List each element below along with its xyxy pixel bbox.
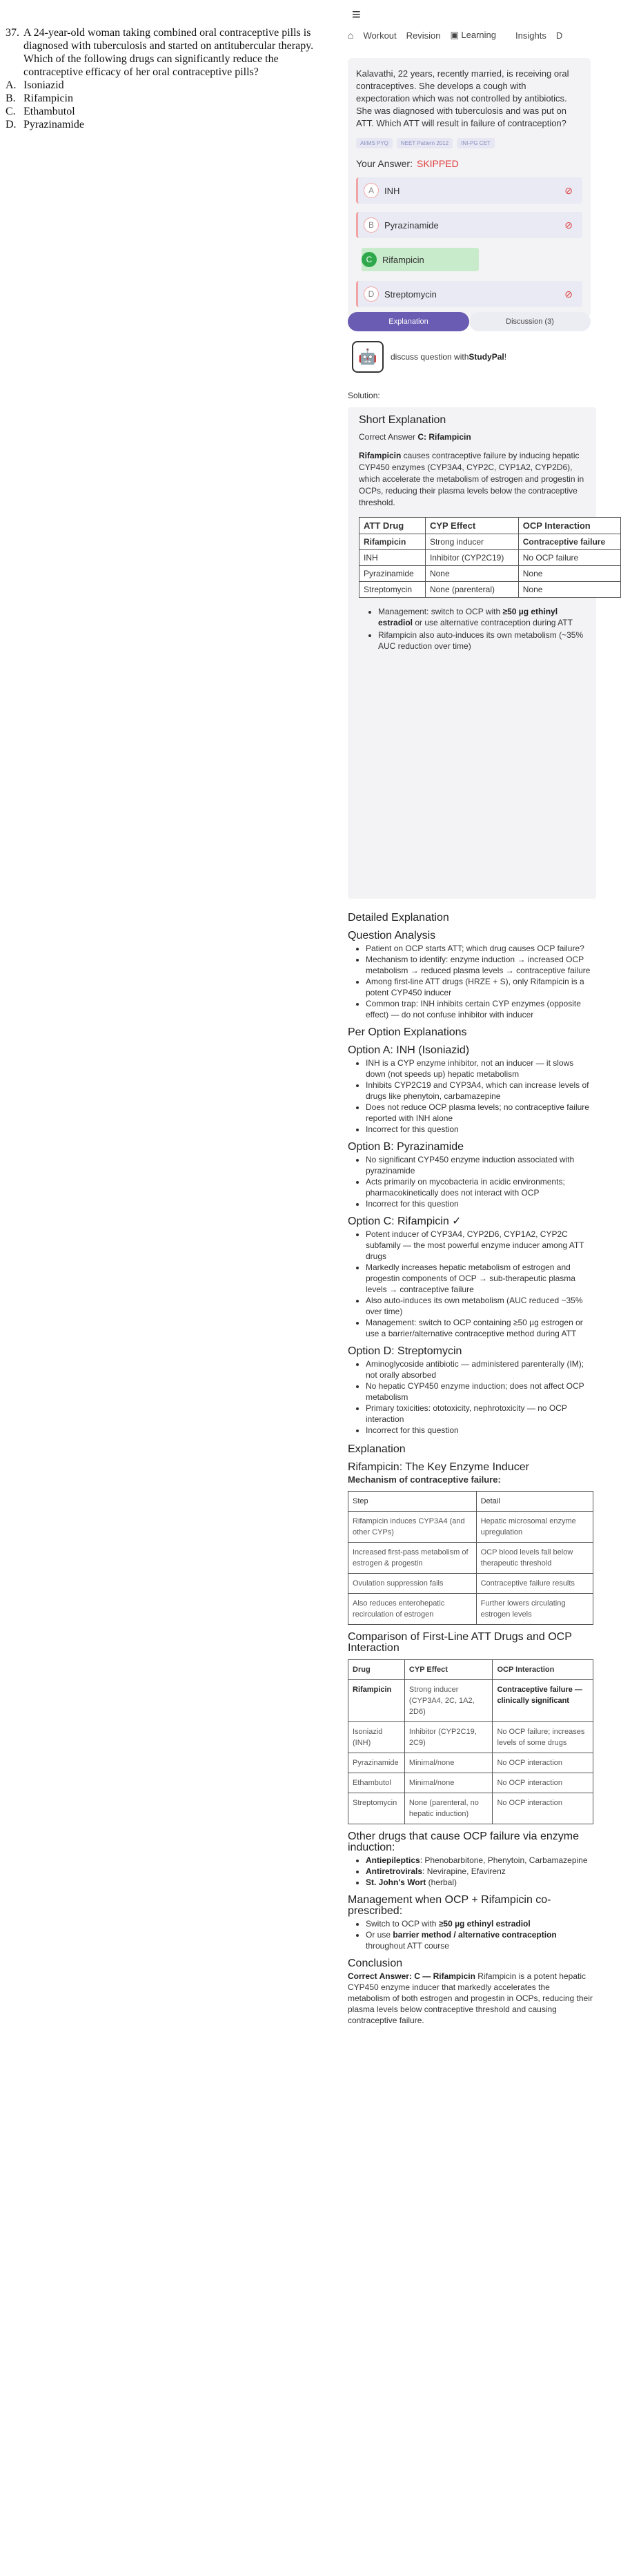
option-letter: A	[364, 183, 379, 198]
nav-insights[interactable]: Insights	[515, 30, 546, 41]
nav-workout[interactable]: Workout	[363, 30, 397, 41]
tab-discussion[interactable]: Discussion (3)	[469, 312, 591, 331]
table-header: CYP Effect	[404, 1660, 493, 1680]
list-item: • Primary toxicities: ototoxicity, nephrotoxicity — no OCP interaction	[366, 1403, 593, 1425]
table-header: Detail	[476, 1492, 593, 1512]
hamburger-icon[interactable]: ≡	[352, 6, 361, 23]
qa-heading: Question Analysis	[348, 930, 436, 941]
your-answer: Your Answer: SKIPPED	[356, 158, 459, 169]
list-item: • Patient on OCP starts ATT; which drug causes OCP failure?	[366, 943, 593, 954]
option-letter: D	[364, 286, 379, 302]
question-options	[6, 79, 338, 131]
app-panel	[342, 0, 606, 2576]
summary-paragraph: Rifampicin causes contraceptive failure by inducing hepatic CYP450 enzymes (CYP3A4, CYP2C, CYP1A2, CYP2D6), which accelerate the metabolism of estrogen and progestin in OCPs, reducing their plasma levels below the contraceptive threshold.	[359, 451, 584, 507]
enzyme-heading: Rifampicin: The Key Enzyme Inducer	[348, 1461, 529, 1473]
other-drugs-heading: Other drugs that cause OCP failure via enzyme induction:	[348, 1831, 579, 1853]
card-stem: Kalavathi, 22 years, recently married, is receiving oral contraceptives. She develops a cough with expectoration which was not controlled by antibiotics. She was diagnosed with tuberculosis and was put on ATT. Which ATT will result in failure of contraception?	[356, 68, 569, 128]
table-header: Drug	[348, 1660, 405, 1680]
list-item: • Potent inducer of CYP3A4, CYP2D6, CYP1A2, CYP2C subfamily — the most powerful enzyme inducer among ATT drugs	[366, 1229, 593, 1262]
list-item: • No significant CYP450 enzyme induction associated with pyrazinamide	[366, 1154, 593, 1176]
question-number: 37.	[6, 27, 19, 39]
table-row: Streptomycin None (parenteral) None	[359, 582, 621, 598]
list-item: • Switch to OCP with ≥50 µg ethinyl estradiol	[366, 1918, 593, 1929]
list-item: • St. John's Wort (herbal)	[366, 1877, 593, 1888]
table-row: Isoniazid (INH) Inhibitor (CYP2C19, 2C9) No OCP failure; increases levels of some drugs	[348, 1722, 593, 1753]
detailed-explanation	[348, 904, 593, 2026]
detailed-heading: Detailed Explanation	[348, 912, 449, 924]
table-row: Rifampicin Strong inducer (CYP3A4, 2C, 1A2, 2D6) Contraceptive failure — clinically significant	[348, 1680, 593, 1722]
option-label: Streptomycin	[384, 289, 437, 300]
studypal-link[interactable]: 🤖 discuss question with StudyPal !	[352, 341, 506, 373]
option-label: Rifampicin	[382, 254, 424, 265]
table-header: OCP Interaction	[518, 518, 620, 534]
short-explanation-heading: Short Explanation	[359, 414, 446, 426]
management-list	[348, 1918, 593, 1951]
option-b[interactable]	[356, 212, 582, 238]
table-row: Rifampicin Strong inducer Contraceptive failure	[359, 534, 621, 550]
mechanism-table	[348, 1491, 593, 1625]
table-row: Ovulation suppression fails Contraceptive failure results	[348, 1574, 593, 1594]
comparison-heading: Comparison of First-Line ATT Drugs and OCP Interaction	[348, 1631, 572, 1654]
list-item: • Common trap: INH inhibits certain CYP enzymes (opposite effect) — do not confuse inhibitor with inducer	[366, 998, 593, 1020]
nav-revision[interactable]: Revision	[406, 30, 441, 41]
table-row: Ethambutol Minimal/none No OCP interaction	[348, 1773, 593, 1793]
option-c[interactable]	[356, 246, 582, 273]
tab-explanation[interactable]: Explanation	[348, 312, 469, 331]
list-item: • Incorrect for this question	[366, 1425, 593, 1436]
list-item: • Incorrect for this question	[366, 1198, 593, 1209]
table-row: INH Inhibitor (CYP2C19) No OCP failure	[359, 550, 621, 566]
question-text: A 24-year-old woman taking combined oral contraceptive pills is diagnosed with tuberculosis and started on antitubercular therapy. Which of the following drugs can significantly reduce the contraceptive efficacy of her oral contraceptive pills?	[23, 27, 314, 78]
prohibited-icon: ⊘	[564, 288, 573, 300]
question-option: B. Rifampicin	[6, 92, 73, 104]
att-ocp-table	[359, 517, 621, 598]
table-header: ATT Drug	[359, 518, 426, 534]
list-item: • Or use barrier method / alternative contraception throughout ATT course	[366, 1929, 593, 1951]
prohibited-icon: ⊘	[564, 184, 573, 196]
list-item: • Acts primarily on mycobacteria in acidic environments; pharmacokinetically does not interact with OCP	[366, 1176, 593, 1198]
qa-list	[348, 943, 593, 1020]
option-d-list	[348, 1358, 593, 1436]
option-a[interactable]	[356, 177, 582, 204]
option-label: INH	[384, 185, 400, 196]
list-item: • Does not reduce OCP plasma levels; no contraceptive failure reported with INH alone	[366, 1102, 593, 1124]
list-item: • INH is a CYP enzyme inhibitor, not an inducer — it slows down (not speeds up) hepatic metabolism	[366, 1057, 593, 1080]
question-card	[348, 58, 591, 317]
option-label: Pyrazinamide	[384, 219, 439, 231]
tag: INI-PG CET	[457, 138, 495, 148]
question-option: A. Isoniazid	[6, 79, 64, 91]
other-drugs-list	[348, 1855, 593, 1888]
comparison-table	[348, 1659, 593, 1824]
conclusion-heading: Conclusion	[348, 1958, 403, 1969]
prohibited-icon: ⊘	[564, 219, 573, 231]
list-item: • Aminoglycoside antibiotic — administered parenterally (IM); not orally absorbed	[366, 1358, 593, 1380]
question-option: C. Ethambutol	[6, 106, 75, 117]
list-item: • Management: switch to OCP with ≥50 µg ethinyl estradiol or use alternative contraception during ATT	[378, 606, 591, 628]
table-header: CYP Effect	[425, 518, 518, 534]
option-b-heading: Option B: Pyrazinamide	[348, 1141, 464, 1153]
option-c-list	[348, 1229, 593, 1339]
list-item: • Incorrect for this question	[366, 1124, 593, 1135]
short-explanation-card	[348, 407, 606, 899]
table-row: Pyrazinamide None None	[359, 566, 621, 582]
list-item: • Markedly increases hepatic metabolism of estrogen and progestin components of OCP → sub-therapeutic plasma levels → contraceptive failure	[366, 1262, 593, 1295]
nav-learning[interactable]: ▣ Learning	[450, 30, 497, 40]
option-b-list	[348, 1154, 593, 1209]
answer-status: SKIPPED	[416, 158, 459, 169]
management-heading: Management when OCP + Rifampicin co-prescribed:	[348, 1894, 551, 1917]
table-row: Increased first-pass metabolism of estrogen & progestin OCP blood levels fall below therapeutic threshold	[348, 1543, 593, 1574]
summary-bullets	[359, 606, 591, 652]
tab-bar	[348, 312, 591, 331]
tag: NEET Pattern 2012	[397, 138, 453, 148]
question-stem	[6, 26, 338, 79]
table-header: Step	[348, 1492, 477, 1512]
option-letter: C	[362, 252, 377, 267]
table-row: Also reduces enterohepatic recirculation of estrogen Further lowers circulating estrogen levels	[348, 1594, 593, 1625]
tag: AIIMS PYQ	[356, 138, 393, 148]
option-d[interactable]	[356, 281, 582, 307]
list-item: • Antiepileptics: Phenobarbitone, Phenytoin, Carbamazepine	[366, 1855, 593, 1866]
conclusion-text: Correct Answer: C — Rifampicin Rifampicin is a potent hepatic CYP450 enzyme inducer that markedly accelerates the metabolism of both estrogen and progestin in OCPs, reducing their plasma levels below contraceptive threshold and causing contraceptive failure.	[348, 1971, 593, 2025]
list-item: • No hepatic CYP450 enzyme induction; does not affect OCP metabolism	[366, 1380, 593, 1403]
list-item: • Also auto-induces its own metabolism (AUC reduced ~35% over time)	[366, 1295, 593, 1317]
question-panel	[0, 0, 338, 131]
list-item: • Management: switch to OCP containing ≥50 µg estrogen or use a barrier/alternative contraceptive method during ATT	[366, 1317, 593, 1339]
home-icon[interactable]: ⌂	[348, 30, 354, 41]
list-item: • Antiretrovirals: Nevirapine, Efavirenz	[366, 1866, 593, 1877]
list-item: • Inhibits CYP2C19 and CYP3A4, which can increase levels of drugs like phenytoin, carbamazepine	[366, 1080, 593, 1102]
mechanism-label: Mechanism of contraceptive failure:	[348, 1474, 501, 1485]
table-header: OCP Interaction	[493, 1660, 593, 1680]
option-a-list	[348, 1057, 593, 1135]
option-letter: B	[364, 217, 379, 233]
list-item: • Mechanism to identify: enzyme induction → increased OCP metabolism → reduced plasma levels → contraceptive failure	[366, 954, 593, 976]
nav-more[interactable]: D	[555, 30, 563, 41]
option-c-heading: Option C: Rifampicin ✓	[348, 1216, 462, 1227]
table-row: Rifampicin induces CYP3A4 (and other CYPs) Hepatic microsomal enzyme upregulation	[348, 1512, 593, 1543]
list-item: • Rifampicin also auto-induces its own metabolism (~35% AUC reduction over time)	[378, 630, 591, 652]
top-nav	[348, 26, 572, 44]
table-row: Pyrazinamide Minimal/none No OCP interaction	[348, 1753, 593, 1773]
per-option-heading: Per Option Explanations	[348, 1026, 467, 1038]
explanation-heading: Explanation	[348, 1443, 406, 1455]
option-d-heading: Option D: Streptomycin	[348, 1345, 462, 1357]
question-option: D. Pyrazinamide	[6, 119, 84, 130]
solution-label: Solution:	[348, 391, 380, 400]
list-item: • Among first-line ATT drugs (HRZE + S), only Rifampicin is a potent CYP450 inducer	[366, 976, 593, 998]
tag-list	[356, 138, 582, 148]
table-row: Streptomycin None (parenteral, no hepatic induction) No OCP interaction	[348, 1793, 593, 1824]
robot-icon: 🤖	[352, 341, 384, 373]
option-a-heading: Option A: INH (Isoniazid)	[348, 1044, 470, 1056]
correct-answer-line: Correct Answer C: Rifampicin	[359, 432, 471, 442]
